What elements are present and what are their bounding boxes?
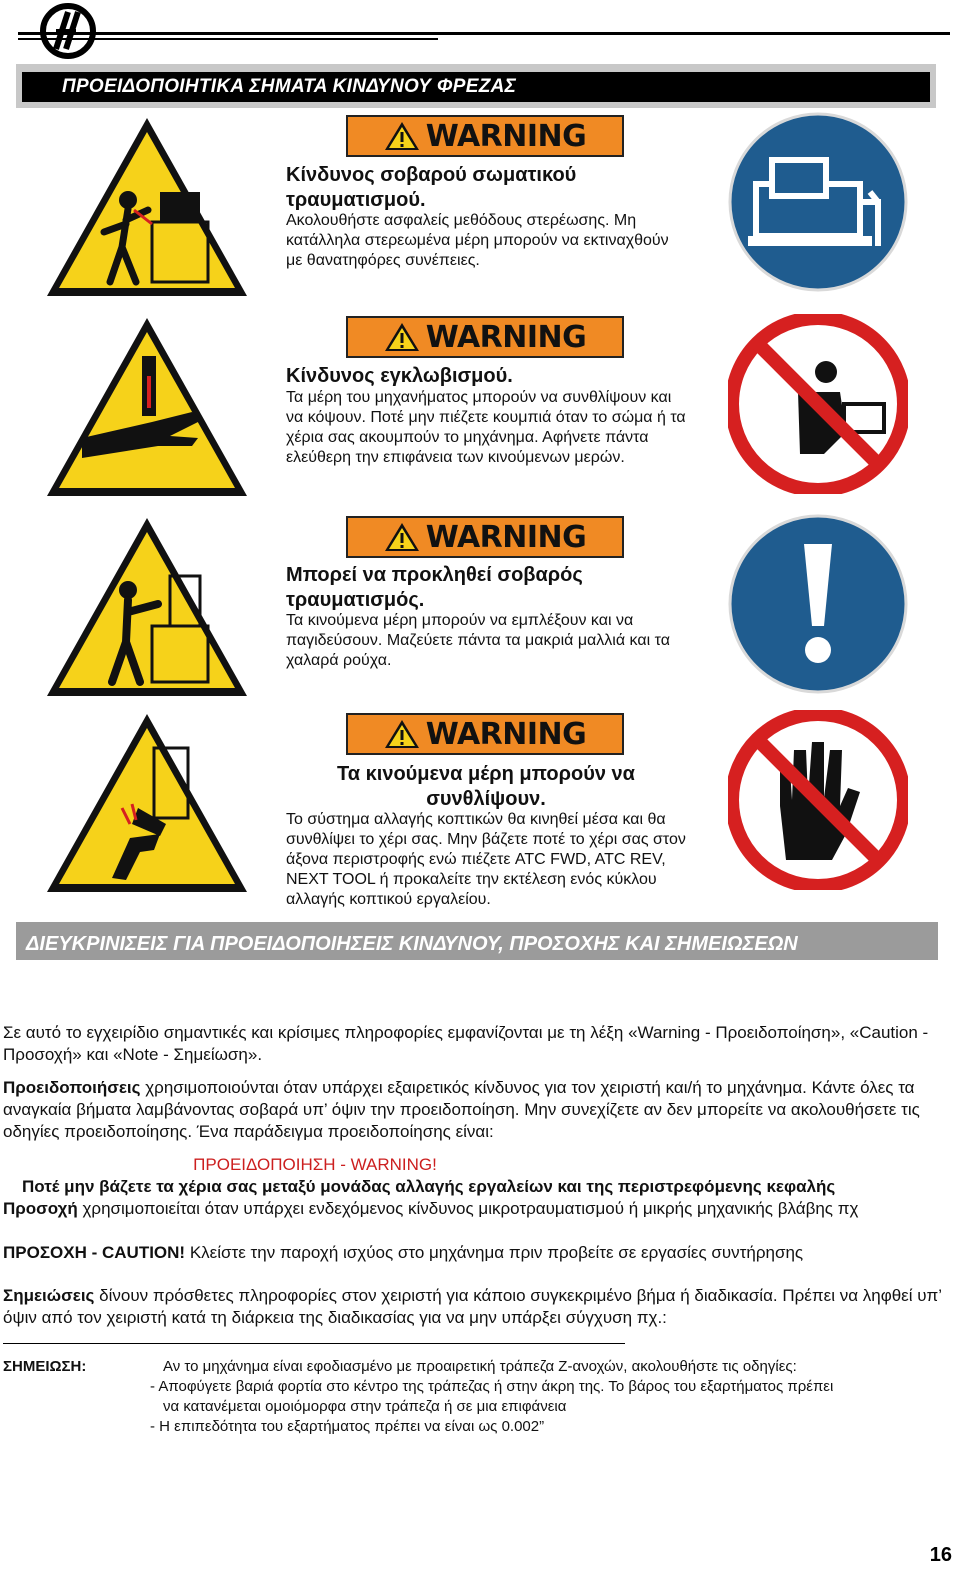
warnings-term: Προειδοποιήσεις (3, 1078, 141, 1097)
notes-paragraph (3, 1285, 948, 1329)
warnings-description: χρησιμοποιούνται όταν υπάρχει εξαιρετικός κίνδυνος για τον χειριστή και/ή το μηχάνημα. Κάντε όλες τα αναγκαία βήματα λαμβάνοντας σοβαρά υπ’ όψιν την προειδοποίηση. Μην συνεχίζετε αν δεν μπορείτε να ακολουθήσετε τις οδηγίες προειδοποίησης. Ένα παράδειγμα προειδοποίησης είναι: (3, 1078, 920, 1141)
note-line-3: να κατανέμεται ομοιόμορφα στην τράπεζα ή σε μια επιφάνεια (163, 1398, 567, 1415)
page-number: 16 (929, 1544, 952, 1566)
warning-2-text: Τα μέρη του μηχανήματος μπορούν να συνθλίψουν και να κόψουν. Ποτέ μην πιέζετε κουμπιά όταν το σώμα ή τα χέρια σας ακουμπούν το μηχάνημα. Αφήνετε πάντα ελεύθερη την επιφάνεια των κινούμενων μερών. (286, 389, 686, 466)
caution-term: Προσοχή (3, 1199, 78, 1218)
caution-example-text: Κλείστε την παροχή ισχύος στο μηχάνημα πριν προβείτε σε εργασίες συντήρησης (185, 1243, 804, 1262)
no-reaching-into-machine-icon (728, 314, 908, 494)
notes-term: Σημειώσεις (3, 1286, 95, 1305)
warning-banner-4: WARNING (346, 713, 624, 755)
general-mandatory-icon (728, 514, 908, 694)
tool-changer-crush-hazard-icon (42, 708, 252, 898)
crush-hazard-icon (42, 312, 252, 502)
warning-2-heading: Κίνδυνος εγκλωβισμού. (286, 365, 513, 387)
warning-triangle-icon (384, 120, 420, 152)
note-label: ΣΗΜΕΙΩΣΗ: (3, 1358, 87, 1375)
caution-example-label: ΠΡΟΣΟΧΗ - CAUTION! (3, 1243, 186, 1262)
warning-banner-3: WARNING (346, 516, 624, 558)
warning-3-text: Τα κινούμενα μέρη μπορούν να εμπλέξουν και να παγιδεύσουν. Μαζεύετε πάντα τα μακριά μαλλιά και τα χαλαρά ρούχα. (286, 612, 670, 669)
notes-description: δίνουν πρόσθετες πληροφορίες στον χειριστή για κάποιο συγκεκριμένο βήμα ή διαδικασία. Πρέπει να ληφθεί υπ’ όψιν από τον χειριστή κατά τη διάρκεια της διαδικασίας για να μην υπάρξει σύγχυση πχ.: (3, 1286, 942, 1327)
note-divider (3, 1343, 625, 1344)
warning-triangle-icon (384, 321, 420, 353)
caution-description: χρησιμοποιείται όταν υπάρχει ενδεχόμενος κίνδυνος μικροτραυματισμού ή μικρής μηχανικής βλάβης πχ (77, 1199, 859, 1218)
warning-3-heading: Μπορεί να προκληθεί σοβαρός τραυματισμός. (286, 564, 583, 611)
warning-banner-1: WARNING (346, 115, 624, 157)
warning-example-text: Ποτέ μην βάζετε τα χέρια σας μεταξύ μονάδας αλλαγής εργαλείων και της περιστρεφόμενης κεφαλής (22, 1177, 836, 1196)
intro-paragraph: Σε αυτό το εγχειρίδιο σημαντικές και κρίσιμες πληροφορίες εμφανίζονται με τη λέξη «Warning - Προειδοποίηση», «Caution - Προσοχή» και «Note - Σημείωση». (3, 1023, 929, 1064)
section-title: ΔΙΕΥΚΡΙΝΙΣΕΙΣ ΓΙΑ ΠΡΟΕΙΔΟΠΟΙΗΣΕΙΣ ΚΙΝΔΥΝΟΥ, ΠΡΟΣΟΧΗΣ ΚΑΙ ΣΗΜΕΙΩΣΕΩΝ (16, 922, 938, 960)
caution-example (3, 1242, 948, 1264)
warning-banner-2: WARNING (346, 316, 624, 358)
note-line-4: - Η επιπεδότητα του εξαρτήματος πρέπει να είναι ως 0.002” (150, 1418, 545, 1435)
note-line-2: - Αποφύγετε βαριά φορτία στο κέντρο της τράπεζας ή στην άκρη της. Το βάρος του εξαρτήματος πρέπει (150, 1378, 834, 1395)
page-title: ΠΡΟΕΙΔΟΠΟΙΗΤΙΚΑ ΣΗΜΑΤΑ ΚΙΝΔΥΝΟΥ ΦΡΕΖΑΣ (22, 72, 930, 102)
warning-4-heading: Τα κινούμενα μέρη μπορούν να συνθλίψουν. (337, 763, 635, 810)
caution-paragraph (3, 1198, 948, 1220)
warning-triangle-icon (384, 718, 420, 750)
secure-workpiece-icon (728, 112, 908, 292)
haas-logo (30, 2, 100, 60)
header-rule-2 (18, 38, 438, 40)
note-line-1: Αν το μηχάνημα είναι εφοδιασμένο με προαιρετική τράπεζα Z-ανοχών, ακολουθήστε τις οδηγίες: (163, 1358, 797, 1375)
warning-example-label: ΠΡΟΕΙΔΟΠΟΙΗΣΗ - WARNING! (193, 1155, 437, 1174)
title-bar (16, 64, 936, 108)
no-hand-icon (728, 710, 908, 890)
entanglement-hazard-icon (42, 512, 252, 702)
warning-triangle-icon (384, 521, 420, 553)
warnings-paragraph (3, 1077, 948, 1143)
header-rule (18, 32, 950, 35)
warning-1-heading: Κίνδυνος σοβαρού σωματικού τραυματισμού. (286, 164, 577, 211)
warning-1-text: Ακολουθήστε ασφαλείς μεθόδους στερέωσης. Μη κατάλληλα στερεωμένα μέρη μπορούν να εκτιναχθούν με θανατηφόρες συνέπειες. (286, 212, 669, 269)
ejection-hazard-icon (42, 112, 252, 302)
warning-4-text: Το σύστημα αλλαγής κοπτικών θα κινηθεί μέσα και θα συνθλίψει το χέρι σας. Μην βάζετε ποτέ το χέρι σας στον άξονα περιστροφής ενώ πιέζετε ATC FWD, ATC REV, NEXT TOOL ή προκαλείτε την εκτέλεση ενός κύκλου αλλαγής κοπτικού εργαλείου. (286, 811, 686, 908)
